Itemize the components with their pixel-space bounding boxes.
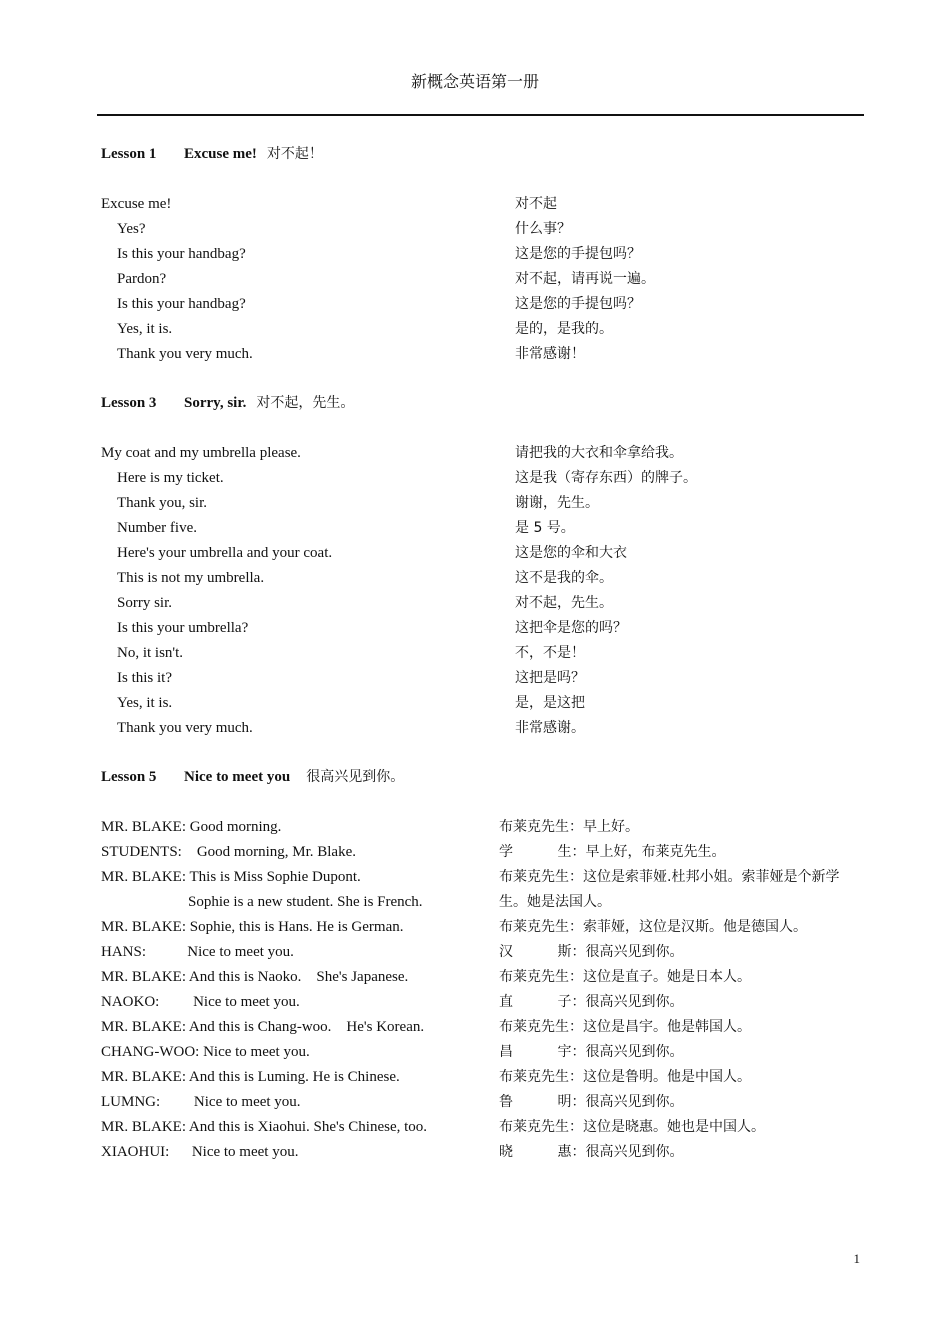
dialog-line	[101, 591, 871, 616]
dialog-zh: 不，不是！	[515, 645, 585, 661]
dialog-line	[101, 292, 871, 317]
lesson-3-section	[101, 391, 871, 741]
dialog-line	[101, 691, 871, 716]
dialog-zh: 对不起，先生。	[515, 595, 613, 611]
dialog-zh: 非常感谢。	[515, 720, 585, 736]
dialog-zh: 布莱克先生：这位是鲁明。他是中国人。	[499, 1069, 751, 1085]
dialog-zh: 布莱克先生：这位是昌宇。他是韩国人。	[499, 1019, 751, 1035]
dialog-en: Is this your umbrella?	[117, 620, 249, 636]
dialog-line	[101, 1015, 871, 1040]
dialog-zh: 是，是这把	[515, 695, 585, 711]
dialog-zh: 布莱克先生：早上好。	[499, 819, 639, 835]
dialog-en: MR. BLAKE: And this is Naoko. She's Japanese.	[101, 969, 409, 985]
dialog-en: Is this it?	[117, 670, 172, 686]
dialog-zh: 这是我（寄存东西）的牌子。	[515, 470, 697, 486]
dialog-zh: 这把伞是您的吗？	[515, 620, 627, 636]
dialog-line	[101, 915, 871, 940]
dialog-zh: 这是您的伞和大衣	[515, 545, 627, 561]
page-number: 1	[853, 1251, 860, 1266]
dialog-zh: 是 5 号。	[515, 520, 575, 536]
dialog-zh: 谢谢，先生。	[515, 495, 599, 511]
dialog-zh: 对不起	[515, 196, 557, 212]
lesson-number: Lesson 1	[101, 146, 157, 162]
dialog-line	[101, 840, 871, 865]
dialog-en: MR. BLAKE: And this is Chang-woo. He's Korean.	[101, 1019, 425, 1035]
lesson-1-heading	[101, 142, 871, 167]
dialog-en: CHANG-WOO: Nice to meet you.	[101, 1044, 310, 1060]
dialog-line	[101, 242, 871, 267]
dialog-line	[101, 267, 871, 292]
dialog-line	[101, 865, 871, 915]
lesson-title-zh: 很高兴见到你。	[306, 769, 405, 785]
dialog-en: Sorry sir.	[117, 595, 173, 611]
dialog-zh: 布莱克先生：这位是直子。她是日本人。	[499, 969, 751, 985]
dialog-zh: 晓 惠：很高兴见到你。	[499, 1144, 684, 1160]
lesson-1-dialog	[101, 192, 871, 367]
lesson-title-zh: 对不起！	[266, 146, 323, 162]
dialog-line	[101, 716, 871, 741]
dialog-en: Here is my ticket.	[117, 470, 224, 486]
dialog-en: MR. BLAKE: This is Miss Sophie Dupont.	[101, 869, 361, 885]
dialog-line	[101, 1115, 871, 1140]
dialog-en: MR. BLAKE: Good morning.	[101, 819, 282, 835]
lesson-3-dialog	[101, 441, 871, 741]
dialog-en: HANS: Nice to meet you.	[101, 944, 294, 960]
dialog-en: Excuse me!	[101, 196, 172, 212]
dialog-zh: 昌 宇：很高兴见到你。	[499, 1044, 684, 1060]
dialog-line	[101, 990, 871, 1015]
dialog-en: Pardon?	[117, 271, 167, 287]
dialog-line	[101, 566, 871, 591]
dialog-en: NAOKO: Nice to meet you.	[101, 994, 300, 1010]
dialog-line	[101, 641, 871, 666]
dialog-line	[101, 466, 871, 491]
lesson-title-zh: 对不起，先生。	[256, 395, 355, 411]
dialog-en: Yes, it is.	[117, 321, 173, 337]
dialog-zh: 这不是我的伞。	[515, 570, 613, 586]
dialog-en: LUMNG: Nice to meet you.	[101, 1094, 301, 1110]
dialog-zh: 布莱克先生：索菲娅，这位是汉斯。他是德国人。	[499, 919, 807, 935]
lesson-title-en: Sorry, sir.	[184, 395, 247, 411]
dialog-en: Thank you, sir.	[117, 495, 207, 511]
header-rule	[97, 114, 864, 116]
dialog-en: Yes?	[117, 221, 146, 237]
dialog-en: Is this your handbag?	[117, 246, 246, 262]
dialog-zh: 布莱克先生：这位是晓惠。她也是中国人。	[499, 1119, 765, 1135]
lesson-5-dialog	[101, 815, 871, 1165]
lesson-number: Lesson 5	[101, 769, 157, 785]
dialog-en-continued: Sophie is a new student. She is French.	[188, 894, 423, 910]
dialog-zh: 学 生：早上好，布莱克先生。	[499, 844, 726, 860]
dialog-en: This is not my umbrella.	[117, 570, 265, 586]
dialog-line	[101, 516, 871, 541]
lesson-5-section	[101, 765, 871, 1165]
dialog-zh: 是的，是我的。	[515, 321, 613, 337]
dialog-line	[101, 317, 871, 342]
dialog-zh: 请把我的大衣和伞拿给我。	[515, 445, 683, 461]
dialog-en: MR. BLAKE: Sophie, this is Hans. He is German.	[101, 919, 404, 935]
dialog-en: My coat and my umbrella please.	[101, 445, 301, 461]
lesson-5-heading	[101, 765, 871, 790]
lesson-number: Lesson 3	[101, 395, 157, 411]
dialog-zh: 这把是吗？	[515, 670, 585, 686]
dialog-line	[101, 441, 871, 466]
lesson-3-heading	[101, 391, 871, 416]
lesson-1-section	[101, 142, 871, 367]
dialog-en: Here's your umbrella and your coat.	[117, 545, 333, 561]
dialog-line	[101, 1140, 871, 1165]
dialog-en: XIAOHUI: Nice to meet you.	[101, 1144, 299, 1160]
dialog-en: Is this your handbag?	[117, 296, 246, 312]
dialog-zh: 这是您的手提包吗？	[515, 246, 641, 262]
dialog-line	[101, 965, 871, 990]
dialog-zh: 布莱克先生：这位是索菲娅.杜邦小姐。索菲娅是个新学生。她是法国人。	[499, 869, 840, 910]
dialog-zh: 对不起，请再说一遍。	[515, 271, 655, 287]
dialog-en: Thank you very much.	[117, 720, 253, 736]
dialog-line	[101, 192, 871, 217]
dialog-en: Number five.	[117, 520, 197, 536]
dialog-line	[101, 940, 871, 965]
dialog-en: STUDENTS: Good morning, Mr. Blake.	[101, 844, 356, 860]
dialog-line	[101, 815, 871, 840]
dialog-line	[101, 616, 871, 641]
dialog-line	[101, 217, 871, 242]
dialog-zh: 非常感谢！	[515, 346, 585, 362]
dialog-en: Yes, it is.	[117, 695, 173, 711]
dialog-line	[101, 491, 871, 516]
dialog-zh: 什么事？	[515, 221, 571, 237]
lesson-title-en: Excuse me!	[184, 146, 257, 162]
dialog-line	[101, 541, 871, 566]
page-header-title: 新概念英语第一册	[410, 72, 539, 91]
dialog-line	[101, 342, 871, 367]
dialog-line	[101, 1065, 871, 1090]
dialog-zh: 直 子：很高兴见到你。	[499, 994, 684, 1010]
dialog-en: MR. BLAKE: And this is Xiaohui. She's Chinese, too.	[101, 1119, 428, 1135]
dialog-zh: 这是您的手提包吗？	[515, 296, 641, 312]
dialog-line	[101, 666, 871, 691]
dialog-en: MR. BLAKE: And this is Luming. He is Chinese.	[101, 1069, 400, 1085]
lesson-title-en: Nice to meet you	[184, 769, 291, 785]
dialog-line	[101, 1040, 871, 1065]
dialog-zh: 鲁 明：很高兴见到你。	[499, 1094, 684, 1110]
dialog-zh: 汉 斯：很高兴见到你。	[499, 944, 684, 960]
dialog-line	[101, 1090, 871, 1115]
dialog-en: Thank you very much.	[117, 346, 253, 362]
dialog-en: No, it isn't.	[117, 645, 184, 661]
